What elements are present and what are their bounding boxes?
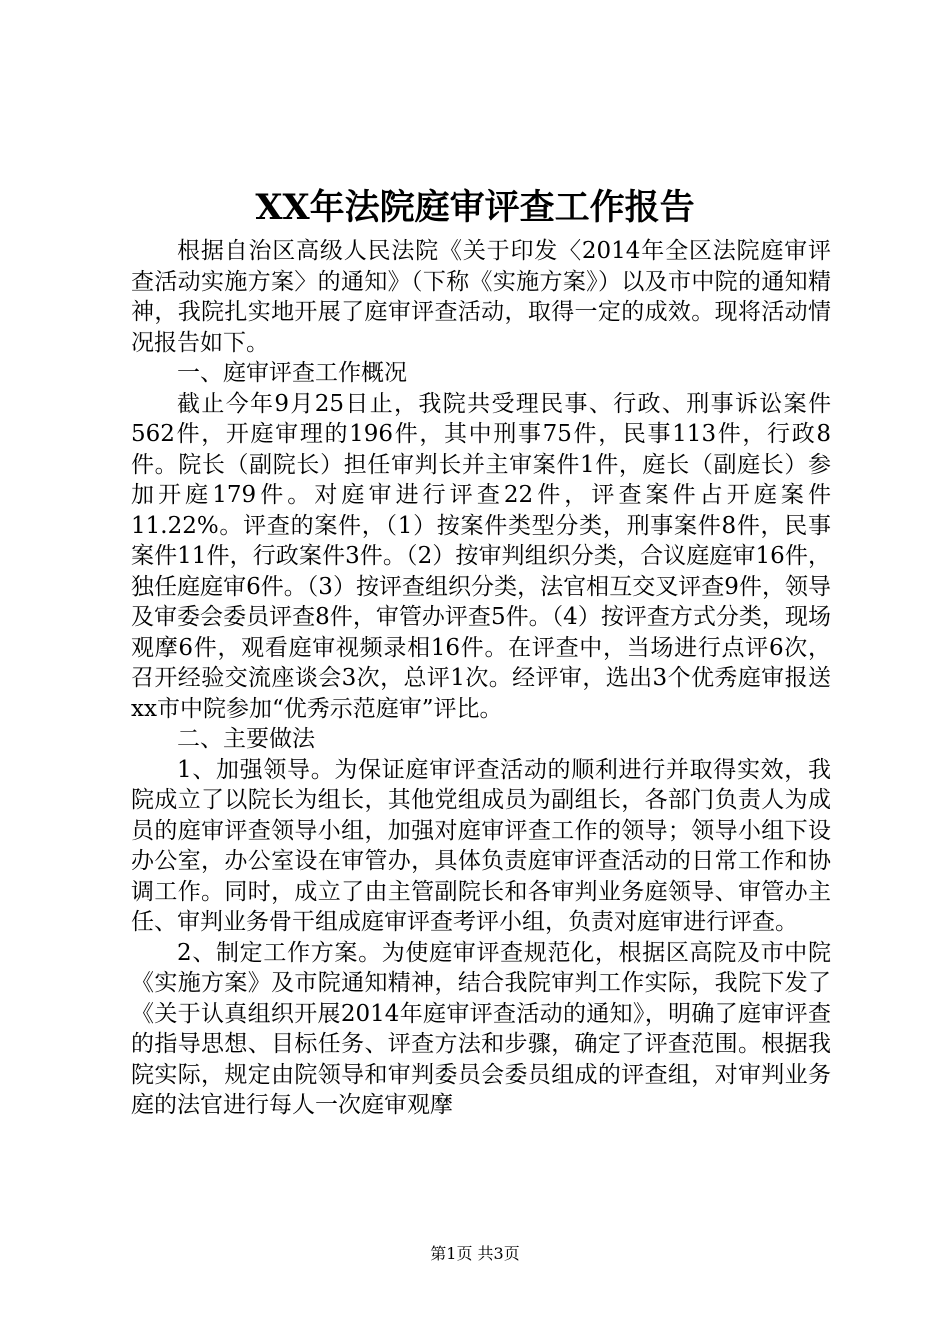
paragraph-leadership: 1、加强领导。为保证庭审评查活动的顺利进行并取得实效，我院成立了以院长为组长，其他党组成员为副组长，各部门负责人为成员的庭审评查领导小组，加强对庭审评查工作的领导；领导小组下设办公室，办公室设在审管办，具体负责庭审评查活动的日常工作和协调工作。同时，成立了由主管副院长和各审判业务庭领导、审管办主任、审判业务骨干组成庭审评查考评小组，负责对庭审进行评查。 [131,756,831,935]
paragraph-work-plan: 2、制定工作方案。为使庭审评查规范化，根据区高院及市中院《实施方案》及市院通知精神，结合我院审判工作实际，我院下发了《关于认真组织开展2014年庭审评查活动的通知》，明确了庭审评查的指导思想、目标任务、评查方法和步骤，确定了评查范围。根据我院实际，规定由院领导和审判委员会委员组成的评查组，对审判业务庭的法官进行每人一次庭审观摩 [131,939,831,1118]
page-number-footer: 第1页 共3页 [430,1244,520,1263]
section-heading-methods: 二、主要做法 [177,726,315,752]
paragraph-intro: 根据自治区高级人民法院《关于印发〈2014年全区法院庭审评查活动实施方案〉的通知》（下称《实施方案》）以及市中院的通知精神，我院扎实地开展了庭审评查活动，取得一定的成效。现将活动情况报告如下。 [131,238,831,356]
paragraph-overview: 截止今年9月25日止，我院共受理民事、行政、刑事诉讼案件562件，开庭审理的196件，其中刑事75件，民事113件，行政8件。院长（副院长）担任审判长并主审案件1件，庭长（副庭长）参加开庭179件。对庭审进行评查22件，评查案件占开庭案件11.22%。评查的案件，（1）按案件类型分类，刑事案件8件，民事案件11件，行政案件3件。（2）按审判组织分类，合议庭庭审16件，独任庭庭审6件。（3）按评查组织分类，法官相互交叉评查9件，领导及审委会委员评查8件，审管办评查5件。（4）按评查方式分类，现场观摩6件，观看庭审视频录相16件。在评查中，当场进行点评6次，召开经验交流座谈会3次，总评1次。经评审，选出3个优秀庭审报送xx市中院参加“优秀示范庭审”评比。 [131,390,831,722]
section-heading-overview: 一、庭审评查工作概况 [177,360,407,386]
document-body [131,236,831,1121]
document-title: XX年法院庭审评查工作报告 [255,187,695,228]
